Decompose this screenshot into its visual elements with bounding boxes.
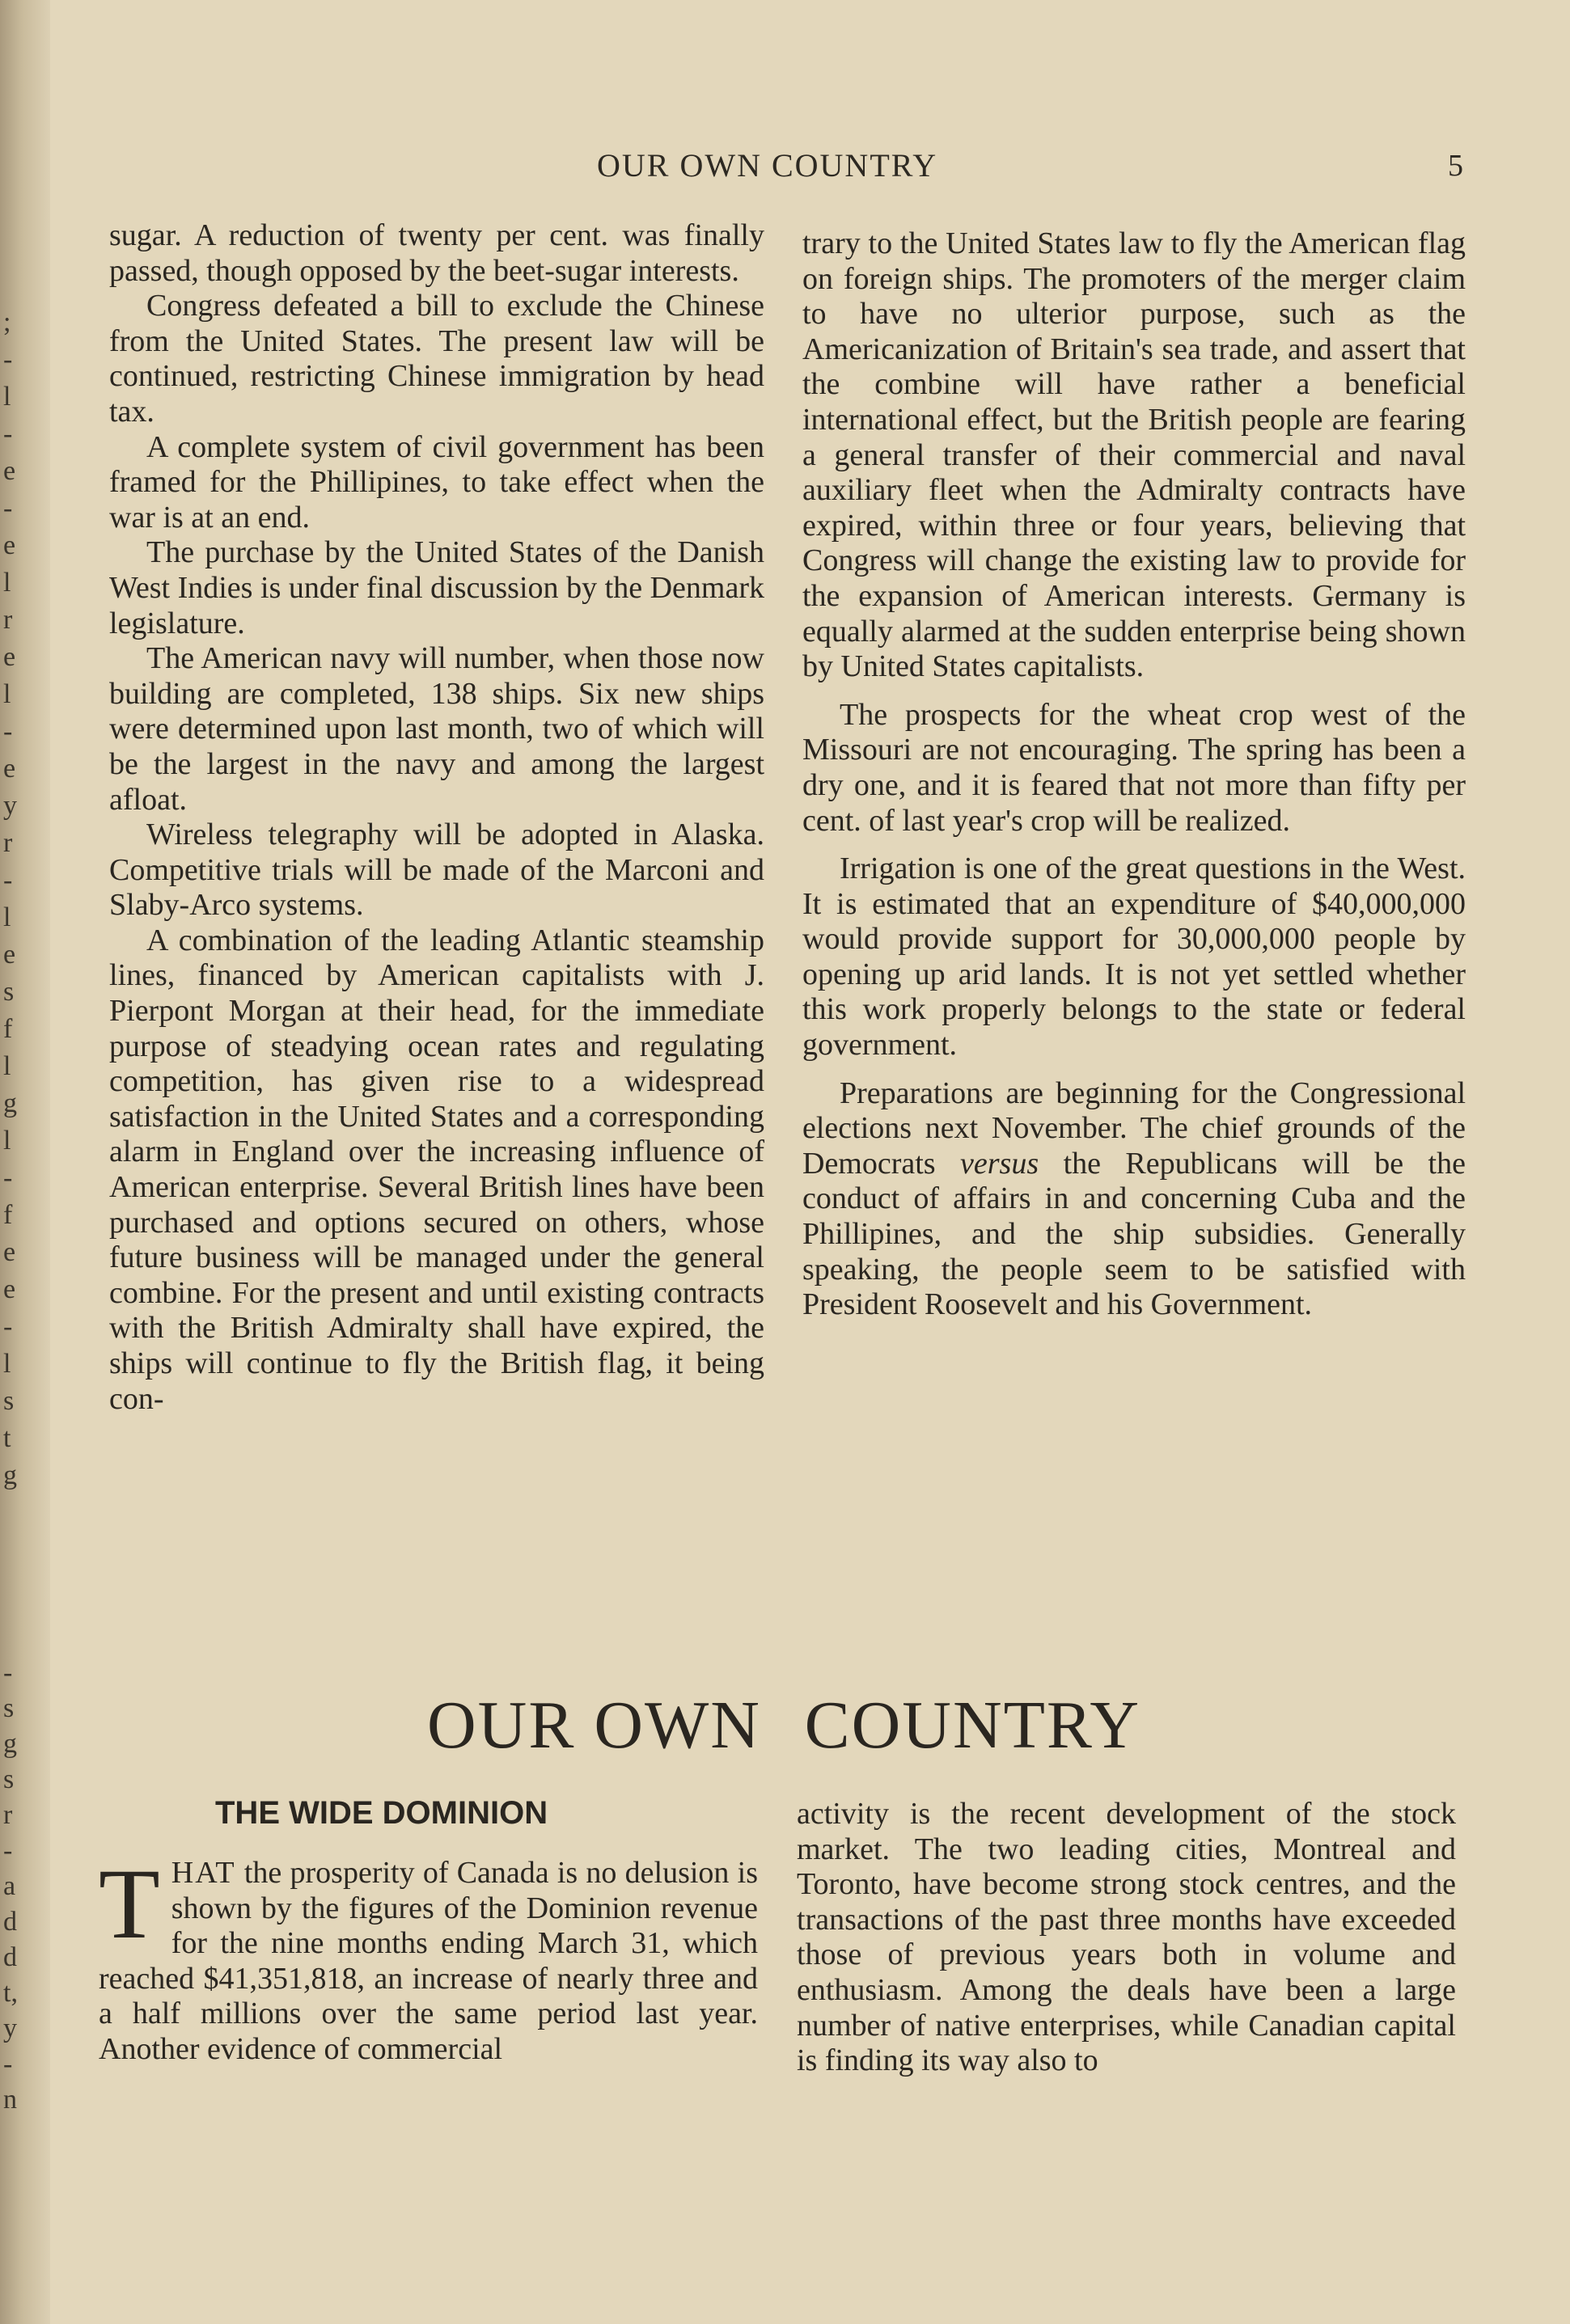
paragraph (99, 1849, 758, 2068)
gutter-fragment: r (3, 605, 13, 635)
paragraph-text: the Republicans will be the conduct of affairs in and concerning Cuba and the Phillipines, and the ship subsidies. Generally speaking, the people seem to be satisfied with President Roosevelt and his Government. (802, 1146, 1466, 1322)
gutter-fragment: - (3, 1163, 13, 1193)
gutter-fragment: l (3, 902, 11, 932)
gutter-fragment: l (3, 1349, 11, 1379)
gutter-fragment: - (3, 419, 13, 449)
gutter-fragment: g (3, 1729, 17, 1759)
gutter-fragment: l (3, 1051, 11, 1081)
gutter-fragment: - (3, 716, 13, 746)
paragraph (802, 1076, 1466, 1323)
gutter-fragment: - (3, 493, 13, 523)
gutter-fragment: g (3, 1460, 17, 1490)
gutter-fragment: - (3, 1658, 13, 1688)
facing-page-fragments (0, 0, 23, 2324)
section-title-left: OUR OWN (427, 1688, 761, 1763)
page-number: 5 (1448, 149, 1463, 183)
gutter-fragment: e (3, 642, 16, 672)
gutter-fragment: r (3, 1800, 13, 1830)
gutter-fragment: l (3, 1126, 11, 1156)
paragraph: trary to the United States law to fly the American flag on foreign ships. The promoters of the merger claim to have no ulterior purpose, such as the Americanization of Britain's sea trade, and assert that the combine will have rather a beneficial international effect, but the British people are fearing a general transfer of their commercial and naval auxiliary fleet when the Admiralty contracts have expired, within three or four years, believing that Congress will change the existing law to provide for the expansion of American interests. Germany is equally alarmed at the sudden enterprise being shown by United States capitalists. (802, 226, 1466, 684)
gutter-fragment: e (3, 754, 16, 784)
running-head: OUR OWN COUNTRY (597, 147, 938, 184)
gutter-fragment: e (3, 1237, 16, 1267)
gutter-fragment: - (3, 1836, 13, 1866)
paragraph: A complete system of civil government has been framed for the Phillipines, to take effect when the war is at an end. (109, 429, 764, 535)
gutter-fragment: l (3, 679, 11, 709)
paragraph: The purchase by the United States of the Danish West Indies is under final discussion by the Denmark legislature. (109, 535, 764, 640)
gutter-fragment: - (3, 865, 13, 895)
paragraph: The prospects for the wheat crop west of the Missouri are not encouraging. The spring has been a dry one, and it is feared that not more than fifty per cent. of last year's crop will be realized. (802, 697, 1466, 838)
gutter-fragment: a (3, 1871, 16, 1901)
gutter-fragment: s (3, 1764, 15, 1794)
paragraph: The American navy will number, when those now building are completed, 138 ships. Six new ships were determined upon last month, two of which will be the largest in the navy and among the largest afloat. (109, 641, 764, 817)
gutter-fragment: s (3, 1386, 15, 1416)
gutter-fragment: - (3, 2049, 13, 2079)
gutter-fragment: g (3, 1088, 17, 1118)
gutter-fragment: t (3, 1423, 11, 1453)
gutter-fragment: e (3, 1274, 16, 1304)
gutter-fragment: f (3, 1014, 13, 1044)
gutter-fragment: s (3, 1693, 15, 1723)
gutter-fragment: l (3, 568, 11, 598)
gutter-fragment: y (3, 791, 17, 821)
gutter-fragment: d (3, 1942, 17, 1972)
gutter-fragment: t, (3, 1978, 18, 2008)
paragraph: Wireless telegraphy will be adopted in Alaska. Competitive trials will be made of the Marconi and Slaby-Arco systems. (109, 818, 764, 923)
gutter-fragment: r (3, 828, 13, 858)
paragraph-text: the prosperity of Canada is no delusion is shown by the figures of the Dominion revenue for the nine months ending March 31, which reached $41,351,818, an increase of nearly three and a half millions over the same period last year. Another evidence of commercial (99, 1856, 758, 2066)
paragraph-text: Preparations are beginning for the Congressional elections next November. The chief grounds of the Democrats (802, 1075, 1466, 1181)
subhead: THE WIDE DOMINION (215, 1795, 548, 1831)
italic-word: versus (960, 1146, 1039, 1181)
column-4 (797, 1797, 1456, 2079)
column-1 (109, 218, 764, 1417)
gutter-fragment: ; (3, 307, 11, 337)
section-title-right: COUNTRY (804, 1688, 1140, 1763)
drop-cap: T (99, 1849, 160, 1959)
paragraph: sugar. A reduction of twenty per cent. was finally passed, though opposed by the beet-sugar interests. (109, 218, 764, 288)
gutter-fragment: e (3, 456, 16, 486)
column-2 (802, 226, 1466, 1323)
gutter-fragment: - (3, 1312, 13, 1342)
gutter-fragment: e (3, 940, 16, 970)
paragraph: activity is the recent development of the stock market. The two leading cities, Montreal and Toronto, have become strong stock centres, and the transactions of the past three months have exceeded those of previous years both in volume and enthusiasm. Among the deals have been a large number of native enterprises, while Canadian capital is finding its way also to (797, 1797, 1456, 2078)
paragraph: Congress defeated a bill to exclude the Chinese from the United States. The present law will be continued, restricting Chinese immigration by head tax. (109, 289, 764, 429)
opening-caps: HAT (171, 1856, 236, 1890)
gutter-fragment: n (3, 2085, 17, 2115)
paragraph: A combination of the leading Atlantic steamship lines, financed by American capitalists with J. Pierpont Morgan at their head, for the immediate purpose of steadying ocean rates and regulating competition, has given rise to a widespread satisfaction in the United States and a corresponding alarm in England over the increasing influence of American enterprise. Several British lines have been purchased and options secured on others, whose future business will be managed under the general combine. For the present and until existing contracts with the British Admiralty shall have expired, the ships will continue to fly the British flag, it being con- (109, 923, 764, 1416)
gutter-fragment: l (3, 382, 11, 412)
gutter-fragment: d (3, 1907, 17, 1937)
column-3 (99, 1849, 758, 2068)
gutter-fragment: f (3, 1200, 13, 1230)
gutter-fragment: - (3, 344, 13, 374)
paragraph: Irrigation is one of the great questions in the West. It is estimated that an expenditure of $40,000,000 would provide support for 30,000,000 people by opening up arid lands. It is not yet settled whether this work properly belongs to the state or federal government. (802, 851, 1466, 1063)
gutter-fragment: s (3, 977, 15, 1007)
gutter-fragment: e (3, 530, 16, 560)
gutter-fragment: y (3, 2013, 17, 2043)
section-title (427, 1686, 1140, 1764)
